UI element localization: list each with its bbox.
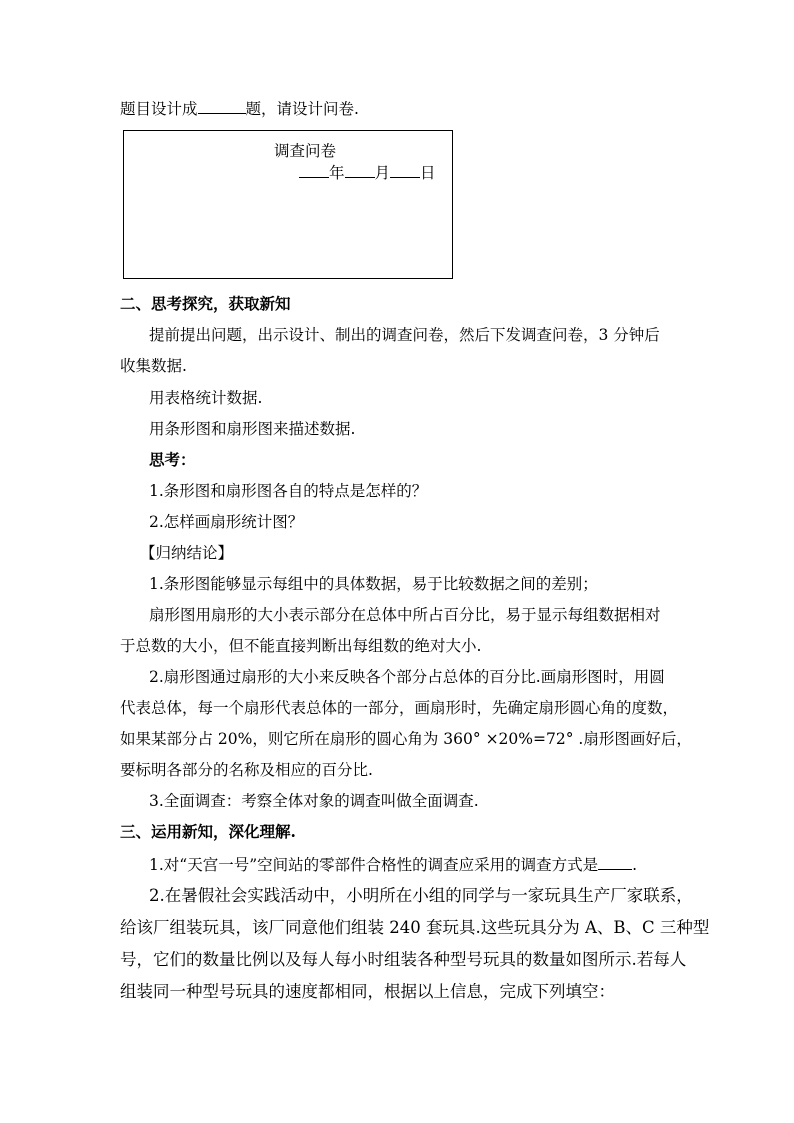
exercise-2-line1: 2.在暑假社会实践活动中，小明所在小组的同学与一家玩具生产厂家联系， xyxy=(149,886,693,905)
survey-box xyxy=(123,130,453,279)
day-label: 日 xyxy=(420,164,436,182)
survey-title: 调查问卷 xyxy=(274,142,337,160)
section2-p2: 用表格统计数据. xyxy=(149,389,263,407)
conclusion-3-line3: 如果某部分占 20%，则它所在扇形的圆心角为 360° ×20%=72° .扇形图画好后， xyxy=(120,730,692,748)
conclusion-2-line1: 扇形图用扇形的大小表示部分在总体中所占百分比，易于显示每组数据相对 xyxy=(149,606,661,624)
intro-line xyxy=(120,99,359,119)
conclusion-4: 3.全面调查：考察全体对象的调查叫做全面调查. xyxy=(149,792,479,810)
year-label: 年 xyxy=(329,164,345,182)
exercise-1-blank xyxy=(598,855,632,870)
section2-p3: 用条形图和扇形图来描述数据. xyxy=(149,420,356,438)
conclusion-3-line2: 代表总体，每一个扇形代表总体的一部分，画扇形时，先确定扇形圆心角的度数， xyxy=(120,699,679,717)
section2-p1-line2: 收集数据. xyxy=(120,357,187,375)
exercise-1 xyxy=(149,855,637,875)
think-label: 思考： xyxy=(149,450,196,469)
conclusion-3-line1: 2.扇形图通过扇形的大小来反映各个部分占总体的百分比.画扇形图时，用圆 xyxy=(149,668,665,686)
month-label: 月 xyxy=(374,164,391,182)
exercise-2-line4: 组装同一种型号玩具的速度都相同，根据以上信息，完成下列填空： xyxy=(120,982,615,1001)
conclusion-1: 1.条形图能够显示每组中的具体数据，易于比较数据之间的差别； xyxy=(149,575,598,593)
exercise-1-text: 1.对“天宫一号”空间站的零部件合格性的调查应采用的调查方式是 xyxy=(149,856,599,874)
question-2: 2.怎样画扇形统计图？ xyxy=(149,513,304,531)
exercise-2-line3: 号，它们的数量比例以及每人每小时组装各种型号玩具的数量如图所示.若每人 xyxy=(120,950,687,969)
day-blank xyxy=(390,163,420,178)
section2-p1-line1: 提前提出问题，出示设计、制出的调查问卷，然后下发调查问卷，3 分钟后 xyxy=(149,326,660,344)
intro-post: 题，请设计问卷. xyxy=(245,100,359,118)
intro-pre: 题目设计成 xyxy=(120,100,198,118)
year-blank xyxy=(299,163,329,178)
section2-heading: 二、思考探究，获取新知 xyxy=(120,294,291,313)
conclusion-label: 【归纳结论】 xyxy=(140,544,234,562)
section3-heading: 三、运用新知，深化理解. xyxy=(120,822,296,841)
exercise-2-line2: 给该厂组装玩具，该厂同意他们组装 240 套玩具.这些玩具分为 A、B、C 三种型 xyxy=(120,918,710,937)
intro-blank xyxy=(198,99,246,114)
survey-date-row xyxy=(299,161,436,183)
conclusion-3-line4: 要标明各部分的名称及相应的百分比. xyxy=(120,761,373,779)
question-1: 1.条形图和扇形图各自的特点是怎样的？ xyxy=(149,482,428,500)
exercise-1-end: . xyxy=(632,856,638,874)
conclusion-2-line2: 于总数的大小，但不能直接判断出每组数的绝对大小. xyxy=(120,637,482,655)
month-blank xyxy=(345,163,375,178)
